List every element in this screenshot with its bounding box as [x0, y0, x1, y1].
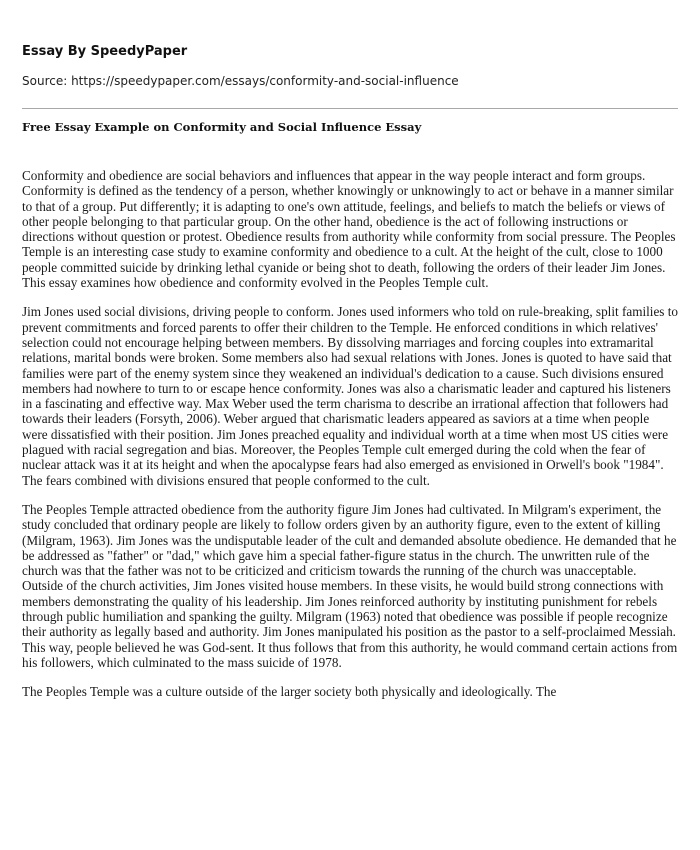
- paragraph: Conformity and obedience are social behaviors and influences that appear in the way people interact and form groups. Conformity is defined as the tendency of a person, whether knowingly or unknowingly to act or behave in a manner similar to that of a group. Put differently; it is adapting to one's own attitude, feelings, and beliefs to match the beliefs or views of other people belonging to that particular group. On the other hand, obedience is the act of following instructions or directions without question or protest. Obedience results from authority while conformity from social pressure. The Peoples Temple is an interesting case study to examine conformity and obedience to a cult. At the height of the cult, close to 1000 people committed suicide by drinking lethal cyanide or being shot to death, following the orders of their leader Jim Jones. This essay examines how obedience and conformity evolved in the Peoples Temple cult.: [22, 168, 676, 291]
- brand-title: Essay By SpeedyPaper: [22, 44, 188, 59]
- divider: [22, 108, 678, 109]
- paragraph: The Peoples Temple attracted obedience from the authority figure Jim Jones had cultivated. In Milgram's experiment, the study concluded that ordinary people are likely to follow orders given by an authority figure, even to the extent of killing (Milgram, 1963). Jim Jones was the undisputable leader of the cult and demanded absolute obedience. He demanded that he be addressed as "father" or "dad," which gave him a special father-figure status in the church. The unwritten rule of the church was that the father was not to be criticized and criticism towards the running of the church was unacceptable. Outside of the church activities, Jim Jones visited house members. In these visits, he would build strong connections with members demonstrating the quality of his leadership. Jim Jones reinforced authority by instituting punishment for rebels through public humiliation and spanking the guilty. Milgram (1963) noted that obedience was possible if people recognize their authority as legally based and authority. Jim Jones manipulated his position as the pastor to a self-proclaimed Messiah. This way, people believed he was God-sent. It thus follows that from this authority, he would command certain actions from his followers, which culminated to the mass suicide of 1978.: [22, 501, 678, 670]
- essay-body: [22, 168, 678, 714]
- source-line: Source: https://speedypaper.com/essays/conformity-and-social-influence: [22, 74, 459, 88]
- essay-title: Free Essay Example on Conformity and Social Influence Essay: [22, 120, 422, 134]
- paragraph: Jim Jones used social divisions, driving people to conform. Jones used informers who told on rule-breaking, split families to prevent commitments and forced parents to offer their children to the Temple. He enforced conditions in which relatives' selection could not encourage helping between members. By dissolving marriages and forcing couples into extramarital relations, marital bonds were broken. Some members also had sexual relations with Jones. Jones is quoted to have said that families were part of the enemy system since they weakened an individual's dedication to a cause. Such divisions ensured members had nowhere to turn to or escape hence conformity. Jones was also a charismatic leader and captured his listeners in a fascinating and effective way. Max Weber used the term charisma to describe an irrational affection that followers had towards their leaders (Forsyth, 2006). Weber argued that charismatic leaders appeared as saviors at a time when people were dissatisfied with their position. Jim Jones preached equality and individual worth at a time when most US cities were plagued with racial segregation and bias. Moreover, the Peoples Temple cult emerged during the cold when the fear of nuclear attack was it at its height and when the apocalypse fears had also emerged as envisioned in Orwell's book "1984". The fears combined with divisions ensured that people conformed to the cult.: [22, 304, 678, 488]
- paragraph: The Peoples Temple was a culture outside of the larger society both physically and ideologically. The: [22, 684, 557, 700]
